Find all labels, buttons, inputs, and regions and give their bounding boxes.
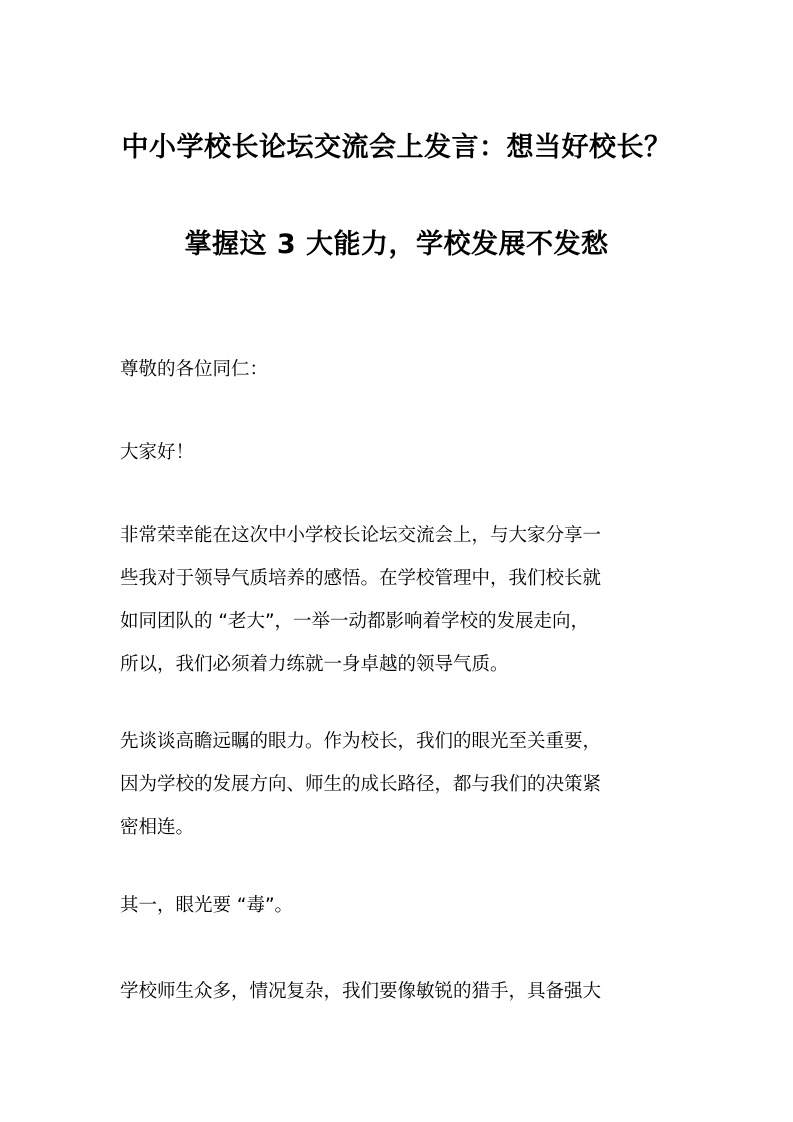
intro-paragraph — [120, 514, 680, 686]
salutation-paragraph — [120, 348, 680, 391]
greeting-paragraph — [120, 431, 680, 474]
text-line: 因为学校的发展方向、师生的成长路径，都与我们的决策紧 — [120, 774, 602, 795]
text-line: 大家好！ — [120, 442, 195, 463]
text-line: 学校师生众多，情况复杂，我们要像敏锐的猎手，具备强大 — [120, 981, 602, 1002]
text-line: 尊敬的各位同仁： — [120, 359, 269, 380]
document-title-line-1: 中小学校长论坛交流会上发言：想当好校长？ — [121, 132, 672, 163]
text-line: 非常荣幸能在这次中小学校长论坛交流会上，与大家分享一 — [120, 525, 602, 546]
point-one-heading — [120, 884, 680, 927]
text-line: 如同团队的 “老大”，一举一动都影响着学校的发展走向， — [120, 611, 590, 632]
document-title-line-2: 掌握这 3 大能力，学校发展不发愁 — [184, 229, 609, 260]
text-line: 其一，眼光要 “毒”。 — [120, 895, 294, 916]
vision-paragraph — [120, 720, 680, 849]
text-line: 所以，我们必须着力练就一身卓越的领导气质。 — [120, 654, 509, 675]
text-line: 先谈谈高瞻远瞩的眼力。作为校长，我们的眼光至关重要， — [120, 731, 602, 752]
point-one-paragraph — [120, 970, 680, 1013]
text-line: 些我对于领导气质培养的感悟。在学校管理中，我们校长就 — [120, 568, 602, 589]
text-line: 密相连。 — [120, 817, 195, 838]
